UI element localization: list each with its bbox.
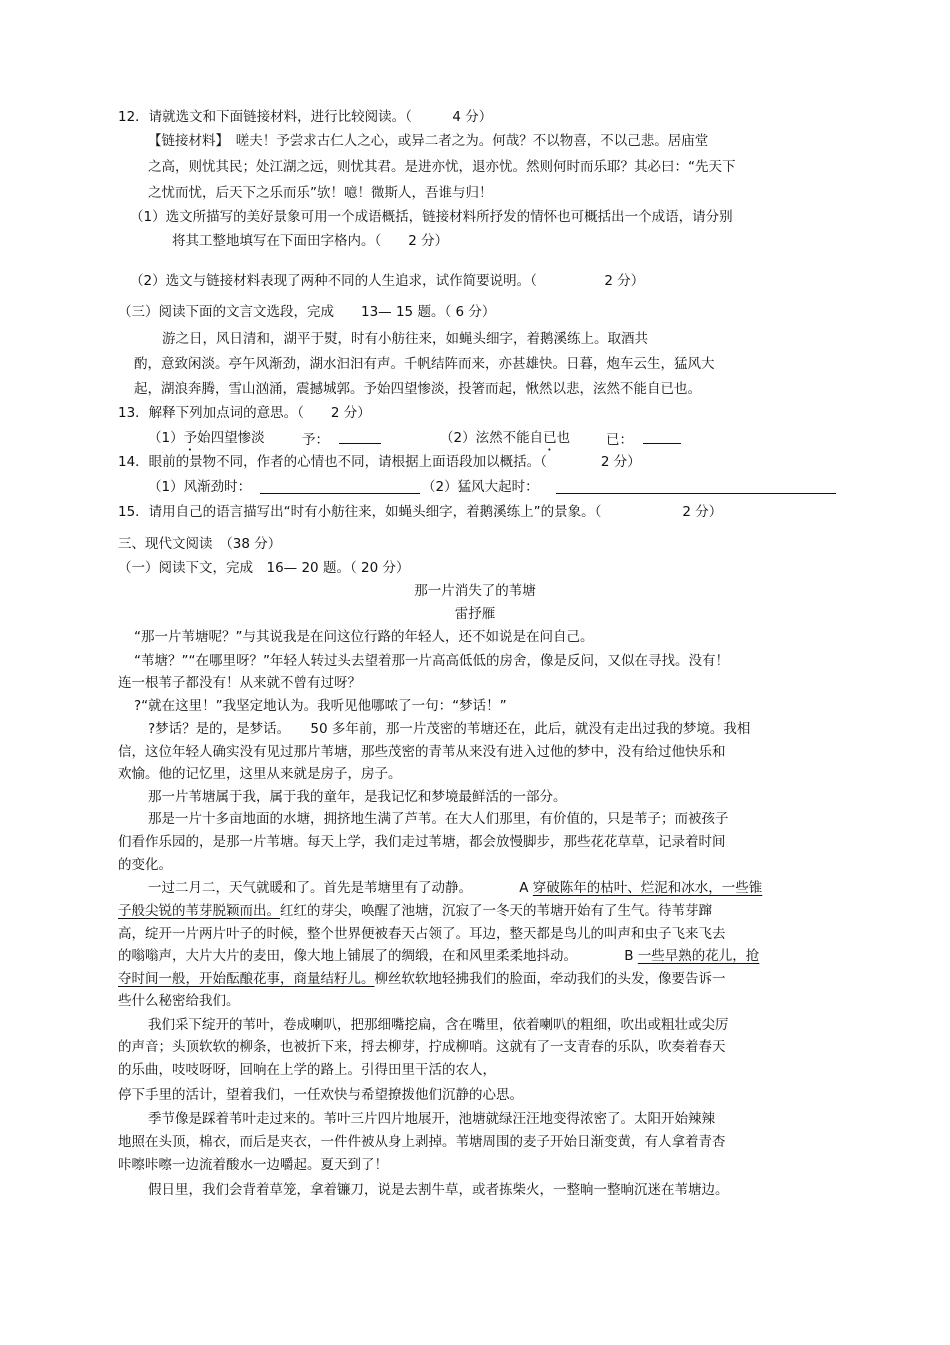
essay-line: “苇塘？”“在哪里呀？”年轻人转过头去望着那一片高高低低的房舍，像是反问，又似在寻找。没有！	[134, 653, 729, 669]
q12-material-line1	[148, 132, 708, 150]
part3-subheading: （一）阅读下文，完成 16— 20 题。（ 20 分）	[118, 560, 410, 576]
essay-text: 的嗡嗡声，大片大片的麦田，像大地上铺展了的绸缎，在和风里柔柔地抖动。 B	[118, 948, 638, 964]
essay-line: 连一根苇子都没有！从来就不曾有过呀？	[118, 675, 361, 691]
essay-line: 信，这位年轻人确实没有见过那片苇塘，那些茂密的青苇从来没有进入过他的梦中，没有给过他快乐和	[118, 744, 726, 760]
q12-sub1-line2: 将其工整地填写在下面田字格内。（ 2 分）	[172, 233, 449, 249]
q14-heading: 14．眼前的景物不同，作者的心情也不同，请根据上面语段加以概括。（ 2 分）	[118, 454, 641, 470]
q13-heading: 13．解释下列加点词的意思。（ 2 分）	[118, 405, 371, 421]
essay-line: 那一片苇塘属于我，属于我的童年，是我记忆和梦境最鲜活的一部分。	[148, 789, 567, 805]
q13-item2	[440, 429, 570, 454]
q13-item1-num: （1）	[148, 430, 184, 446]
q14-item2: （2）猛风大起时：	[422, 479, 539, 495]
section3-heading: （三）阅读下面的文言文选段，完成 13— 15 题。（ 6 分）	[118, 304, 496, 320]
underlined-sentence-a: 穿破陈年的枯叶、烂泥和冰水，一些锥	[532, 880, 763, 896]
essay-line-a	[148, 879, 762, 897]
essay-line: 地照在头顶，棉衣，而后是夹衣，一件件被从身上剥掉。苇塘周围的麦子开始日渐变黄，有人拿着青杏	[118, 1134, 726, 1150]
essay-author: 雷抒雁	[454, 606, 496, 622]
q12-material-text1: 嗟夫！予尝求古仁人之心，或异二者之为。何哉？不以物喜，不以己悲。居庙堂	[222, 133, 709, 149]
q14-item1: （1）风渐劲时：	[148, 479, 252, 495]
essay-line	[118, 970, 726, 988]
q13-item1-text: 始四望惨淡	[197, 430, 265, 446]
underlined-sentence-b-end: 夺时间一般，开始酝酿花事，商量结籽儿。	[118, 971, 375, 987]
q13-item2-ask: 已：	[606, 432, 633, 448]
link-material-label: 【链接材料】	[148, 133, 223, 149]
essay-line: 我们采下绽开的苇叶，卷成喇叭，把那细嘴挖扁，含在嘴里，依着喇叭的粗细，吹出或粗壮或尖厉	[148, 1017, 729, 1033]
q12-material-line2: 之高，则忧其民；处江湖之远，则忧其君。是进亦忧，退亦忧。然则何时而乐耶？其必曰：“先天下	[148, 159, 736, 175]
essay-line: 的乐曲，吱吱呀呀，回响在上学的路上。引得田里干活的农人，	[118, 1062, 496, 1078]
essay-text: 柳丝软软地轻拂我们的脸面，牵动我们的头发，像要告诉一	[374, 971, 726, 987]
essay-line: 假日里，我们会背着草笼，拿着镰刀，说是去割牛草，或者拣柴火，一整晌一整晌沉迷在苇塘边。	[148, 1182, 729, 1198]
essay-line: 咔嚓咔嚓一边流着酸水一边嚼起。夏天到了！	[118, 1157, 388, 1173]
q12-sub2: （2）选文与链接材料表现了两种不同的人生追求，试作简要说明。（ 2 分）	[130, 273, 645, 289]
classical-text-line1: 游之日，风日清和，湖平于熨，时有小舫往来，如蝇头细字，着鹅溪练上。取酒共	[162, 331, 648, 347]
q15-heading: 15．请用自己的语言描写出“时有小舫往来，如蝇头细字，着鹅溪练上”的景象。（ 2 分）	[118, 504, 723, 520]
q14-answer1-blank[interactable]	[260, 479, 420, 494]
q13-item1-prompt	[302, 429, 381, 449]
essay-line: 高，绽开一片两片叶子的时候，整个世界便被春天占领了。耳边，整天都是鸟儿的叫声和虫子飞来飞去	[118, 926, 726, 942]
essay-line: ?梦话？是的，是梦话。 50 多年前，那一片茂密的苇塘还在，此后，就没有走出过我的梦境。我相	[148, 721, 751, 737]
q13-answer2-blank[interactable]	[643, 429, 681, 444]
q13-item2-text-pre: （2）泫然不能自	[440, 430, 544, 446]
classical-text-line3: 起，湖浪奔腾，雪山汹涌，震撼城郭。予始四望惨淡，投箸而起，愀然以悲，泫然不能自已也。	[134, 381, 701, 397]
q12-material-line3: 之忧而忧，后天下之乐而乐”欤！噫！微斯人，吾谁与归！	[148, 185, 493, 201]
q12-sub1-line1: （1）选文所描写的美好景象可用一个成语概括，链接材料所抒发的情怀也可概括出一个成语，请分别	[130, 209, 733, 225]
essay-line: 的变化。	[118, 857, 172, 873]
essay-line: 的声音；头顶软软的柳条，也被折下来，捋去柳芽，拧成柳哨。这就有了一支青春的乐队，吹奏着春天	[118, 1039, 726, 1055]
q13-item2-text-post: 也	[556, 430, 571, 446]
essay-line: 那是一片十多亩地面的水塘，拥挤地生满了芦苇。在大人们那里，有价值的，只是苇子；而被孩子	[148, 811, 729, 827]
essay-line	[118, 902, 712, 920]
essay-line: 季节像是踩着苇叶走过来的。苇叶三片四片地展开，池塘就绿汪汪地变得浓密了。太阳开始辣辣	[148, 1111, 715, 1127]
q13-item1-dotted-word: 予	[183, 430, 198, 446]
essay-line: 些什么秘密给我们。	[118, 993, 240, 1009]
essay-title: 那一片消失了的苇塘	[414, 583, 536, 599]
q13-item2-prompt	[606, 429, 681, 449]
q12-heading: 12．请就选文和下面链接材料，进行比较阅读。（ 4 分）	[118, 109, 493, 125]
q13-item1	[148, 429, 265, 454]
underlined-sentence-b: 一些早熟的花儿，抢	[637, 948, 760, 964]
essay-line: 们看作乐园的，是那一片苇塘。每天上学，我们走过苇塘，都会放慢脚步，那些花花草草，记录着时间	[118, 834, 726, 850]
q13-item1-ask: 予：	[302, 432, 329, 448]
essay-line-b	[118, 947, 759, 965]
essay-line: 停下手里的活计，望着我们，一任欢快与希望撩拨他们沉静的心思。	[118, 1087, 523, 1103]
essay-text: 红红的芽尖，唤醒了池塘，沉寂了一冬天的苇塘开始有了生气。待苇芽蹿	[280, 903, 712, 919]
part3-heading: 三、现代文阅读 （38 分）	[118, 536, 282, 552]
q13-answer1-blank[interactable]	[339, 429, 381, 444]
classical-text-line2: 酌，意致闲淡。亭午风渐劲，湖水汩汩有声。千帆结阵而来，亦甚雄快。日暮，炮车云生，猛风大	[134, 356, 715, 372]
underlined-sentence-a-end: 子般尖锐的苇芽脱颖而出。	[118, 903, 280, 919]
essay-line: ?“就在这里！”我坚定地认为。我听见他哪哝了一句：“梦话！”	[134, 698, 507, 714]
q14-answer2-blank[interactable]	[556, 479, 836, 494]
q13-item2-dotted-word: 已	[543, 430, 557, 446]
essay-text: 一过二月二，天气就暖和了。首先是苇塘里有了动静。 A	[148, 880, 533, 896]
essay-line: 欢愉。他的记忆里，这里从来就是房子，房子。	[118, 766, 402, 782]
essay-line: “那一片苇塘呢？”与其说我是在问这位行路的年轻人，还不如说是在问自己。	[134, 629, 594, 645]
